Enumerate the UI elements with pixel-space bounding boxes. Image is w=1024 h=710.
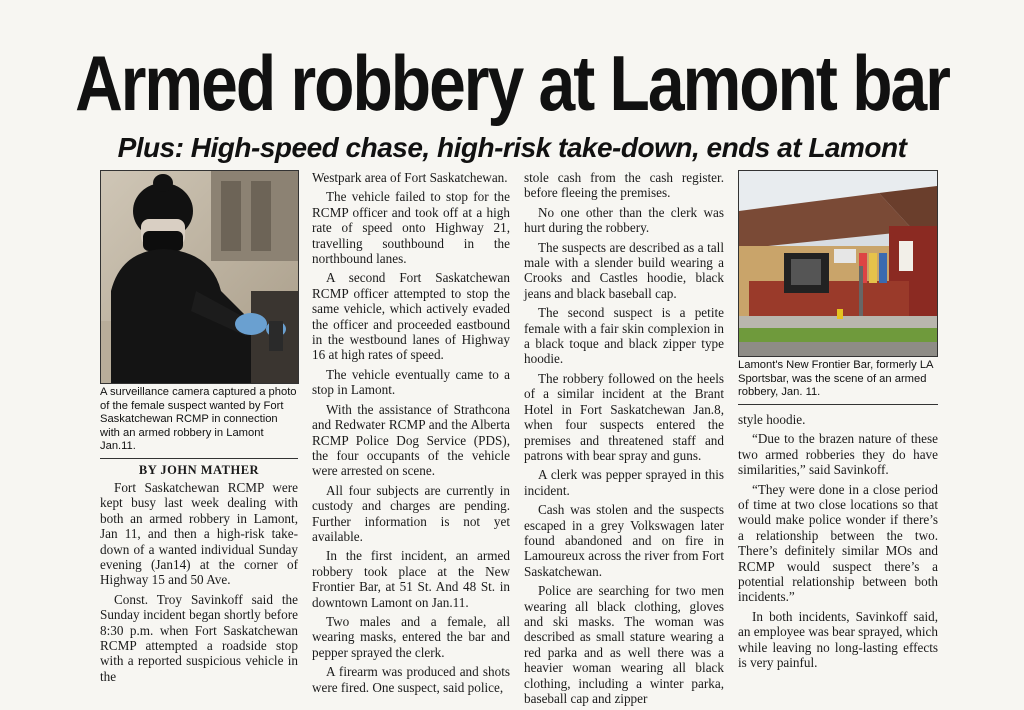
paragraph: style hoodie. bbox=[738, 412, 806, 427]
bar-photo bbox=[738, 170, 938, 357]
paragraph: The vehicle eventually came to a stop in Lamont. bbox=[312, 366, 510, 398]
bar-photo-graphic bbox=[739, 171, 937, 356]
paragraph: Const. Troy Savinkoff said the Sunday incident began shortly before 8:30 p.m. when Fort Saskatchewan RCMP attempted a roadside stop with a reported suspicious vehicle in the bbox=[100, 591, 298, 684]
paragraph: A clerk was pepper sprayed in this incident. bbox=[524, 467, 724, 498]
subhead: Plus: High-speed chase, high-risk take-down, ends at Lamont bbox=[117, 132, 907, 163]
surveillance-photo-caption: A surveillance camera captured a photo of the female suspect wanted by Fort Saskatchewan RCMP in connection with an armed robbery in Lamont Jan.11. bbox=[100, 386, 297, 452]
paragraph: “Due to the brazen nature of these two armed robberies they do have similarities,” said Savinkoff. bbox=[738, 431, 938, 478]
paragraph: Police are searching for two men wearing all black clothing, gloves and ski masks. The woman was described as small stature wearing a red parka and as well there was a heavier woman wearing all black clothing, including a winter parka, baseball cap and zipper bbox=[524, 583, 724, 706]
caption-rule-right bbox=[738, 404, 938, 405]
paragraph: Westpark area of Fort Saskatchewan. bbox=[312, 170, 508, 185]
paragraph: A second Fort Saskatchewan RCMP officer attempted to stop the same vehicle, which actively evaded the officer and proceeded eastbound in the westbound lanes of Highway 16 at high rates of speed. bbox=[312, 270, 510, 363]
article-column-4 bbox=[738, 412, 938, 675]
article-column-3 bbox=[524, 170, 724, 710]
paragraph: The second suspect is a petite female with a fair skin complexion in a black toque and black zipper type hoodie. bbox=[524, 305, 724, 367]
paragraph: The vehicle failed to stop for the RCMP officer and took off at a high rate of speed onto Highway 21, travelling southbound in the northbound lanes. bbox=[312, 189, 510, 267]
article-column-1 bbox=[100, 480, 298, 688]
paragraph: The robbery followed on the heels of a similar incident at the Brant Hotel in Fort Saskatchewan Jan.8, when four suspects entered the premises and threatened staff and patrons with bear spray and guns. bbox=[524, 370, 724, 463]
byline: BY JOHN MATHER bbox=[138, 463, 260, 477]
caption-rule-left bbox=[100, 458, 298, 459]
paragraph: The suspects are described as a tall male with a slender build wearing a Crooks and Castles hoodie, black jeans and black baseball cap. bbox=[524, 239, 724, 301]
headline: Armed robbery at Lamont bar bbox=[75, 39, 949, 127]
paragraph: In the first incident, an armed robbery took place at the New Frontier Bar, at 51 St. And 48 St. in downtown Lamont on Jan.11. bbox=[312, 548, 510, 610]
bar-photo-caption: Lamont's New Frontier Bar, formerly LA Sportsbar, was the scene of an armed robbery, Jan. 11. bbox=[738, 359, 933, 398]
paragraph: Fort Saskatchewan RCMP were kept busy last week dealing with both an armed robbery in Lamont, Jan 11, and then a high-risk take-down of a wanted individual Sunday evening (Jan14) at the corner of Highway 15 and 50 Ave. bbox=[100, 480, 298, 588]
surveillance-photo bbox=[100, 170, 299, 384]
surveillance-photo-graphic bbox=[101, 171, 298, 383]
paragraph: A firearm was produced and shots were fired. One suspect, said police, bbox=[312, 664, 510, 695]
paragraph: “They were done in a close period of time at two close locations so that would make police wonder if there’s a relationship between the two. There’s definitely similar MOs and RCMP would suspect there’s a potential relationship between both incidents.” bbox=[738, 481, 938, 605]
paragraph: With the assistance of Strathcona and Redwater RCMP and the Alberta RCMP Police Dog Service (PDS), the four occupants of the vehicle were arrested on scene. bbox=[312, 401, 510, 479]
paragraph: Cash was stolen and the suspects escaped in a grey Volkswagen later found abandoned and on fire in Lamoureux across the river from Fort Saskatchewan. bbox=[524, 502, 724, 579]
paragraph: stole cash from the cash register. before fleeing the premises. bbox=[524, 170, 724, 201]
paragraph: No one other than the clerk was hurt during the robbery. bbox=[524, 204, 724, 236]
paragraph: Two males and a female, all wearing masks, entered the bar and pepper sprayed the clerk. bbox=[312, 613, 510, 660]
paragraph: All four subjects are currently in custody and charges are pending. Further information is not yet available. bbox=[312, 482, 510, 544]
paragraph: In both incidents, Savinkoff said, an employee was bear sprayed, which while leaving no long-lasting effects is very painful. bbox=[738, 608, 938, 671]
article-column-2 bbox=[312, 170, 510, 699]
